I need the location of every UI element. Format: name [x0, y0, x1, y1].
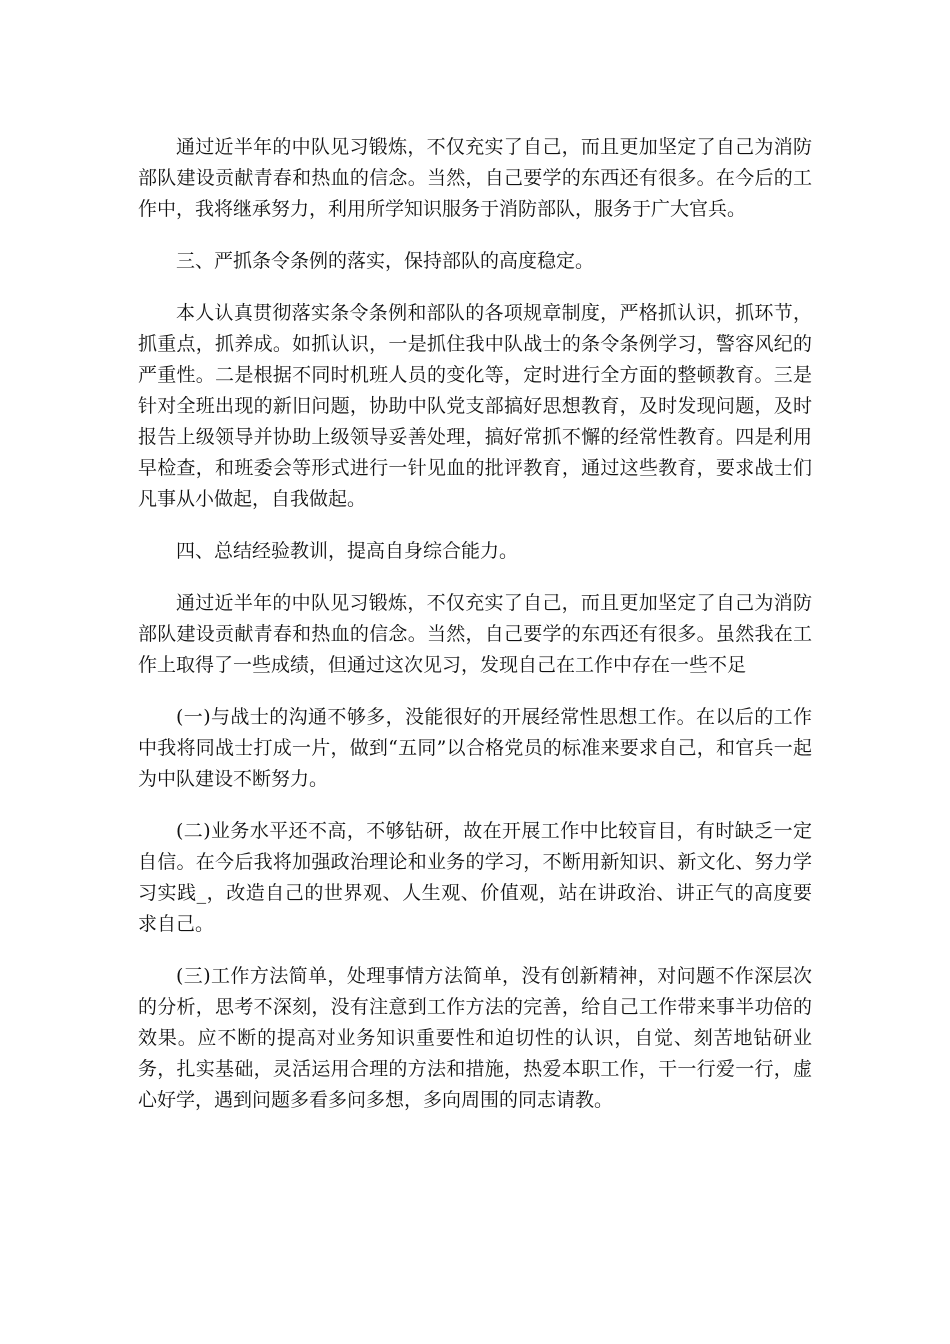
paragraph-shortcoming-1: (一)与战士的沟通不够多，没能很好的开展经常性思想工作。在以后的工作中我将同战士打成一片，做到“五同”以合格党员的标准来要求自己，和官兵一起为中队建设不断努力。 [138, 706, 812, 790]
paragraph-gap [138, 940, 812, 961]
paragraph-gap [138, 681, 812, 702]
paragraph-shortcoming-2: (二)业务水平还不高，不够钻研，故在开展工作中比较盲目，有时缺乏一定自信。在今后我将加强政治理论和业务的学习，不断用新知识、新文化、努力学习实践_，改造自己的世界观、人生观、价值观，站在讲政治、讲正气的高度要求自己。 [138, 820, 812, 935]
paragraph-gap [138, 567, 812, 588]
document-body [138, 132, 812, 1116]
paragraph-gap [138, 277, 812, 298]
paragraph-discipline: 本人认真贯彻落实条令条例和部队的各项规章制度，严格抓认识，抓环节，抓重点，抓养成。如抓认识，一是抓住我中队战士的条令条例学习，警容风纪的严重性。二是根据不同时机班人员的变化等，定时进行全方面的整顿教育。三是针对全班出现的新旧问题，协助中队党支部搞好思想教育，及时发现问题，及时报告上级领导并协助上级领导妥善处理，搞好常抓不懈的经常性教育。四是利用早检查，和班委会等形式进行一针见血的批评教育，通过这些教育，要求战士们凡事从小做起，自我做起。 [138, 302, 812, 510]
paragraph-shortcoming-3: (三)工作方法简单，处理事情方法简单，没有创新精神，对问题不作深层次的分析，思考不深刻，没有注意到工作方法的完善，给自己工作带来事半功倍的效果。应不断的提高对业务知识重要性和迫切性的认识，自觉、刻苦地钻研业务，扎实基础，灵活运用合理的方法和措施，热爱本职工作，干一行爱一行，虚心好学，遇到问题多看多问多想，多向周围的同志请教。 [138, 965, 812, 1111]
paragraph-summary-2: 通过近半年的中队见习锻炼，不仅充实了自己，而且更加坚定了自己为消防部队建设贡献青春和热血的信念。当然，自己要学的东西还有很多。虽然我在工作上取得了一些成绩，但通过这次见习，发现自己在工作中存在一些不足 [138, 592, 812, 676]
paragraph-gap [138, 515, 812, 536]
paragraph-summary-1: 通过近半年的中队见习锻炼，不仅充实了自己，而且更加坚定了自己为消防部队建设贡献青春和热血的信念。当然，自己要学的东西还有很多。在今后的工作中，我将继承努力，利用所学知识服务于消防部队，服务于广大官兵。 [138, 136, 812, 220]
paragraph-gap [138, 795, 812, 816]
section-heading-4: 四、总结经验教训，提高自身综合能力。 [176, 540, 519, 562]
paragraph-gap [138, 225, 812, 246]
section-heading-3: 三、严抓条令条例的落实，保持部队的高度稳定。 [176, 250, 595, 272]
